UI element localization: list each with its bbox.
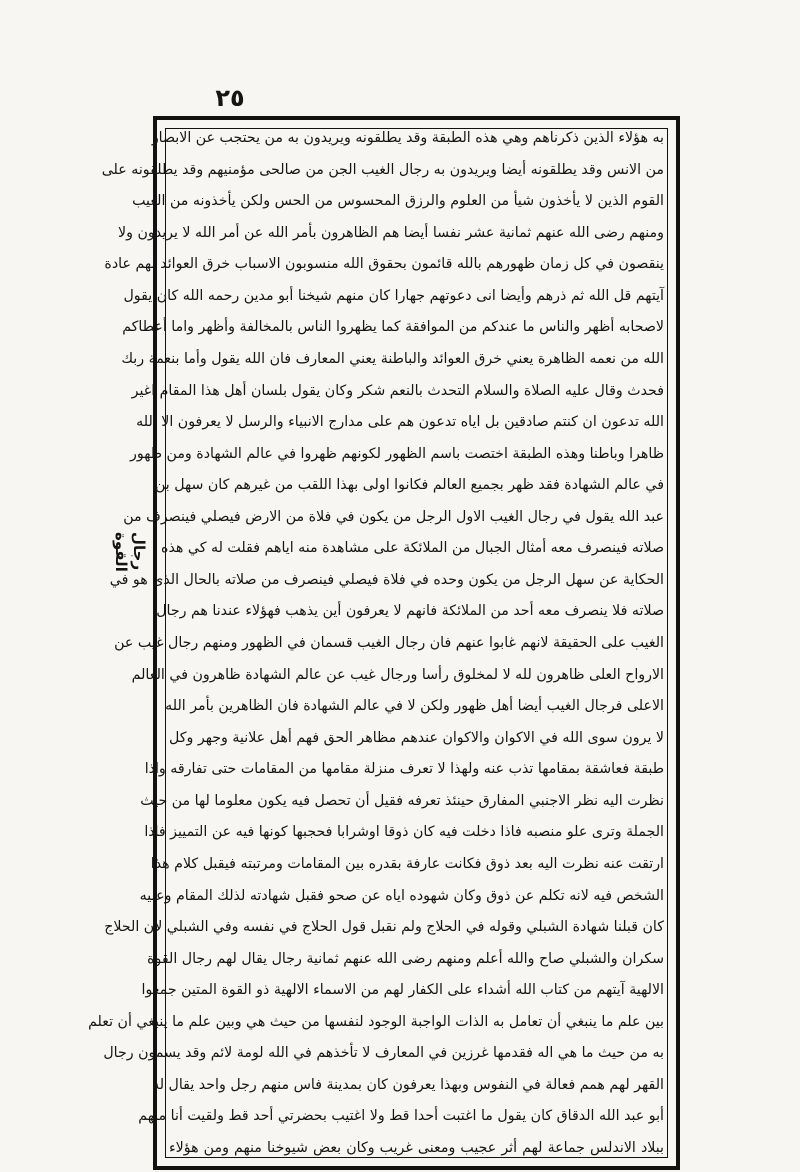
- text-line: الشخص فيه لانه تكلم عن ذوق وكان شهوده اياه عن صحو فقبل شهادته لذلك المقام وعليه: [139, 887, 664, 904]
- text-line: الحكاية عن سهل الرجل من يكون وحده في فلاة فيصلي فينصرف من صلاته بالحال الذى هو في: [109, 571, 664, 588]
- text-line: صلاته فينصرف معه أمثال الجبال من الملائكة على مشاهدة منه اياهم فقلت له كي هذه: [161, 540, 664, 557]
- margin-note: رجال القوة: [112, 532, 148, 572]
- text-line: عبد الله يقول في رجال الغيب الاول الرجل من يكون في فلاة من الارض فيصلي فينصرف من: [123, 508, 664, 525]
- text-line: الاعلى فرجال الغيب أيضا أهل ظهور ولكن لا في عالم الشهادة فان الظاهرين بأمر الله: [165, 698, 664, 715]
- text-frame: [88, 116, 680, 1170]
- text-line: سكران والشبلي صاح والله أعلم ومنهم رضى الله عنهم ثمانية رجال يقال لهم رجال القوة: [147, 950, 664, 967]
- text-line: كان قبلنا شهادة الشبلي وقوله في الحلاج ولم نقبل قول الحلاج في نفسه وفي الشبلي لان الحلاج: [104, 919, 664, 936]
- text-line: الغيب على الحقيقة لانهم غابوا عنهم فان رجال الغيب قسمان في الظهور ومنهم رجال غيب عن: [114, 635, 664, 651]
- text-line: ينقصون في كل زمان ظهورهم بالله قائمون بحقوق الله منسوبون الاسباب خرق العوائد لهم عادة: [104, 256, 664, 273]
- text-line: لاصحابه أظهر والناس ما عندكم من الموافقة كما يظهروا الناس بالمخالفة وأظهر واما أعطاكم: [122, 319, 664, 336]
- text-line: من الانس وقد يطلقونه أيضا ويريدون به رجال الغيب الجن من صالحى مؤمنيهم وقد يطلقونه على: [101, 161, 664, 178]
- text-line: صلاته فلا ينصرف معه أحد من الملائكة فانهم لا يعرفون أين يذهب فهؤلاء عندنا هم رجال: [156, 603, 664, 620]
- body-text: [88, 128, 664, 1158]
- page-number: ٢٥: [215, 84, 245, 112]
- text-line: بين علم ما ينبغي أن تعامل به الذات الواجبة الوجود لنفسها من حيث هي وبين علم ما ينبغي أن تعلم: [88, 1013, 664, 1030]
- text-line: ظاهرا وباطنا وهذه الطبقة اختصت باسم الظهور لكونهم ظهروا في عالم الشهادة ومن ظهور: [130, 445, 664, 462]
- text-line: به من حيث ما هي اله فقدمها غرزين في المعارف لا تأخذهم في الله لومة لائم وقد يسمون رجال: [103, 1045, 664, 1062]
- text-line: نظرت اليه نظر الاجنبي المفارق حينئذ تعرفه فقيل أن تحصل فيه يكون معلوما لها من حيث: [140, 792, 664, 809]
- text-line: الالهية آيتهم من كتاب الله أشداء على الكفار لهم من الاسماء الالهية ذو القوة المتين جمعوا: [141, 982, 664, 999]
- text-line: آيتهم قل الله ثم ذرهم وأيضا انى دعوتهم جهارا كان منهم شيخنا أبو مدين رحمه الله كان يقول: [123, 287, 664, 304]
- text-line: لا يرون سوى الله في الاكوان والاكوان عندهم مظاهر الحق فهم أهل علانية وجهر وكل: [169, 729, 664, 746]
- text-line: ومنهم رضى الله عنهم ثمانية عشر نفسا أيضا هم الظاهرون بأمر الله عن أمر الله لا يريدون ولا: [118, 224, 664, 241]
- text-line: أبو عبد الله الدقاق كان يقول ما اغتبت أحدا قط ولا اغتيب بحضرتي أحد قط ولقيت أنا منهم: [138, 1108, 664, 1125]
- text-line: الجملة وترى علو منصبه فاذا دخلت فيه كان ذوقا اوشرابا فحجبها كونها فيه عن التمييز فاذا: [144, 824, 664, 841]
- text-line: الله تدعون ان كنتم صادقين بل اياه تدعون هم على مدارج الانبياء والرسل لا يعرفون الا الله: [136, 414, 664, 431]
- text-line: طبقة فعاشقة بمقامها تذب عنه ولهذا لا تعرف منزلة مقامها من المقامات حتى تفارقه واذا: [144, 761, 664, 778]
- text-line: القهر لهم همم فعالة في النفوس وبهذا يعرفون كان بمدينة فاس منهم رجل واحد يقال له: [152, 1076, 664, 1093]
- text-line: فحدث وقال عليه الصلاة والسلام التحدث بالنعم شكر وكان يقول بلسان أهل هذا المقام اغير: [131, 382, 664, 399]
- text-line: ارتقت عنه نظرت اليه بعد ذوق فكانت عارفة بقدره بين المقامات ومرتبته فيقبل كلام هذا: [150, 855, 664, 872]
- text-line: في عالم الشهادة فقد ظهر بجميع العالم فكانوا اولى بهذا اللقب من غيرهم كان سهل بن: [154, 477, 664, 494]
- text-line: به هؤلاء الذين ذكرناهم وهي هذه الطبقة وقد يطلقونه ويريدون به من يحتجب عن الابصار: [151, 130, 664, 146]
- text-line: الله من نعمه الظاهرة يعني خرق العوائد والباطنة يعني المعارف فان الله يقول وأما بنعمة ربك: [121, 350, 664, 367]
- text-line: القوم الذين لا يأخذون شيأ من العلوم والرزق المحسوس من الحس ولكن يأخذونه من الغيب: [132, 193, 664, 210]
- text-line: الارواح العلى ظاهرون لله لا لمخلوق رأسا ورجال غيب عن عالم الشهادة ظاهرون في العالم: [131, 666, 664, 683]
- text-line: ببلاد الاندلس جماعة لهم أثر عجيب ومعنى غريب وكان بعض شيوخنا منهم ومن هؤلاء: [169, 1140, 664, 1156]
